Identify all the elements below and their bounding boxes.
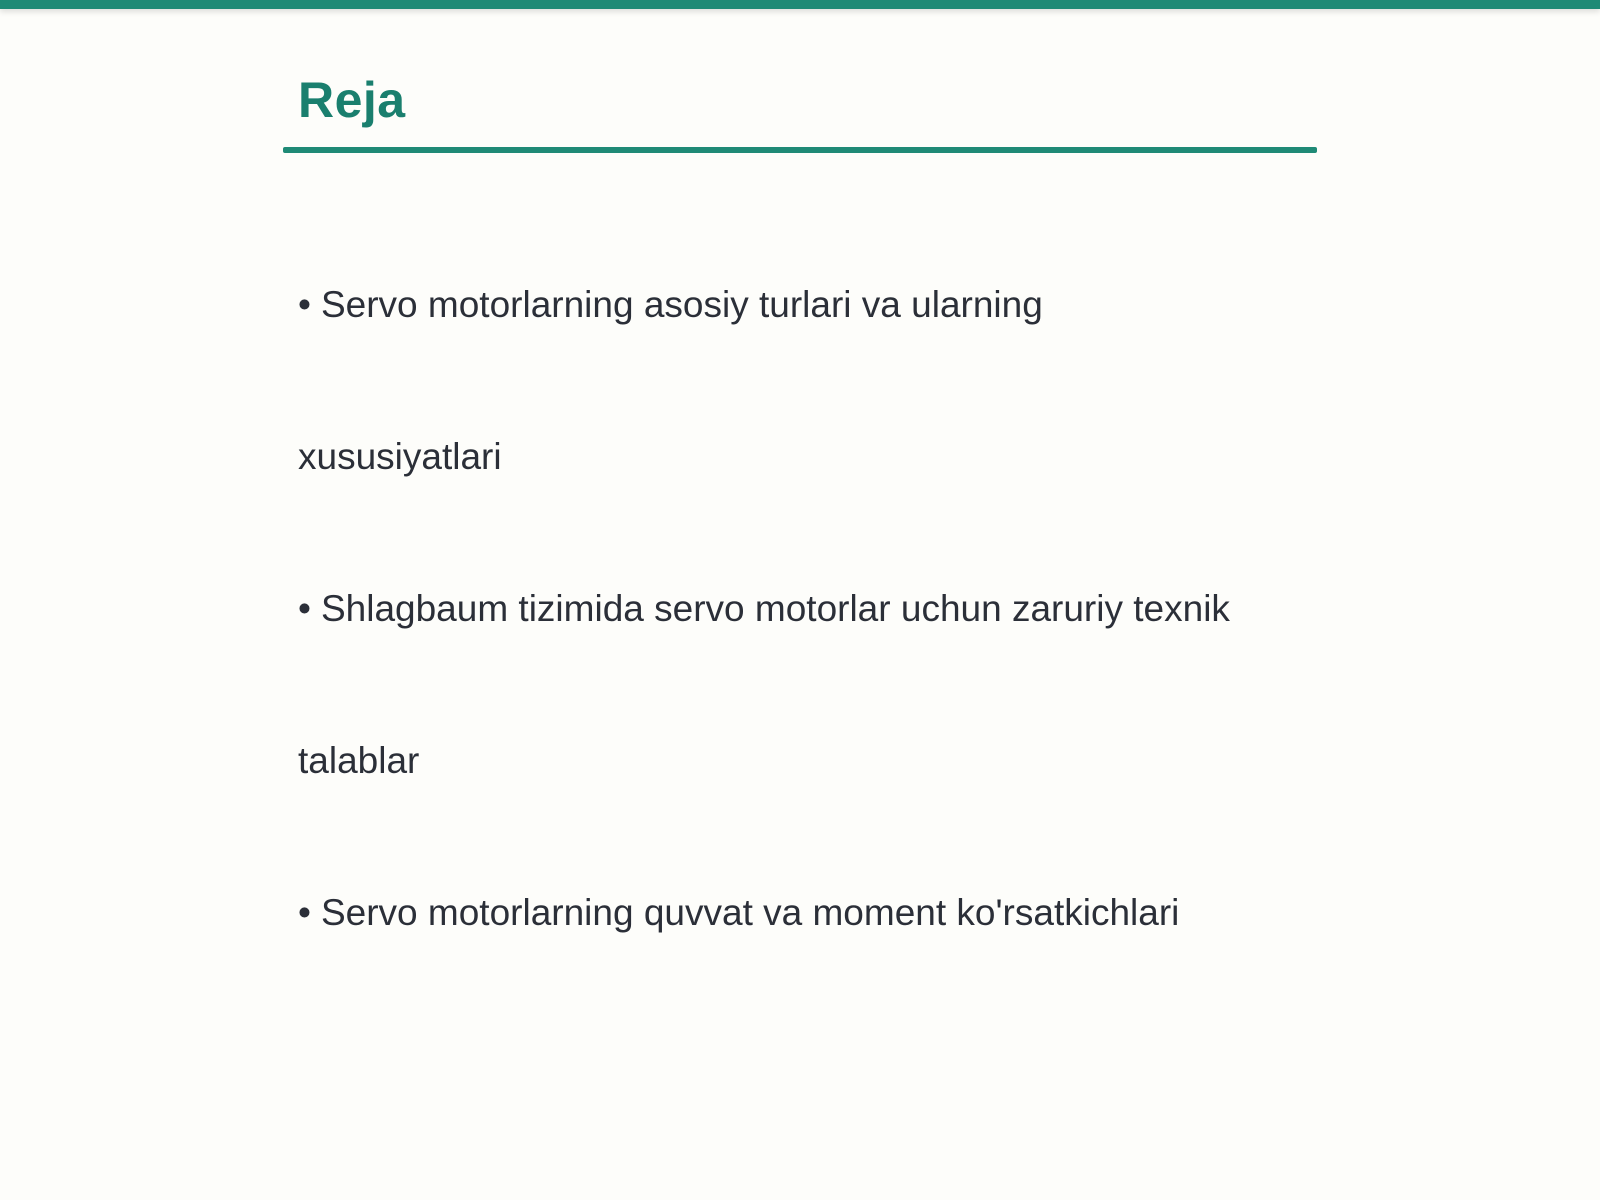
bullet-icon: • bbox=[298, 588, 311, 629]
bullet-text: Servo motorlarning asosiy turlari va ularning bbox=[320, 284, 1043, 325]
bullet-text: Shlagbaum tizimida servo motorlar uchun zaruriy texnik bbox=[320, 588, 1230, 629]
slide-title: Reja bbox=[298, 72, 406, 128]
bullet-item-servo-types bbox=[298, 283, 1043, 327]
bullet-continuation-line: talablar bbox=[298, 740, 420, 781]
bullet-icon: • bbox=[298, 284, 311, 325]
title-underline bbox=[283, 147, 1317, 153]
bullet-continuation-line: xususiyatlari bbox=[298, 436, 502, 477]
bullet-item-power-torque bbox=[298, 891, 1179, 935]
bullet-icon: • bbox=[298, 892, 311, 933]
bullet-item-technical-requirements bbox=[298, 587, 1230, 631]
bullet-text: Servo motorlarning quvvat va moment ko'rsatkichlari bbox=[320, 892, 1180, 933]
